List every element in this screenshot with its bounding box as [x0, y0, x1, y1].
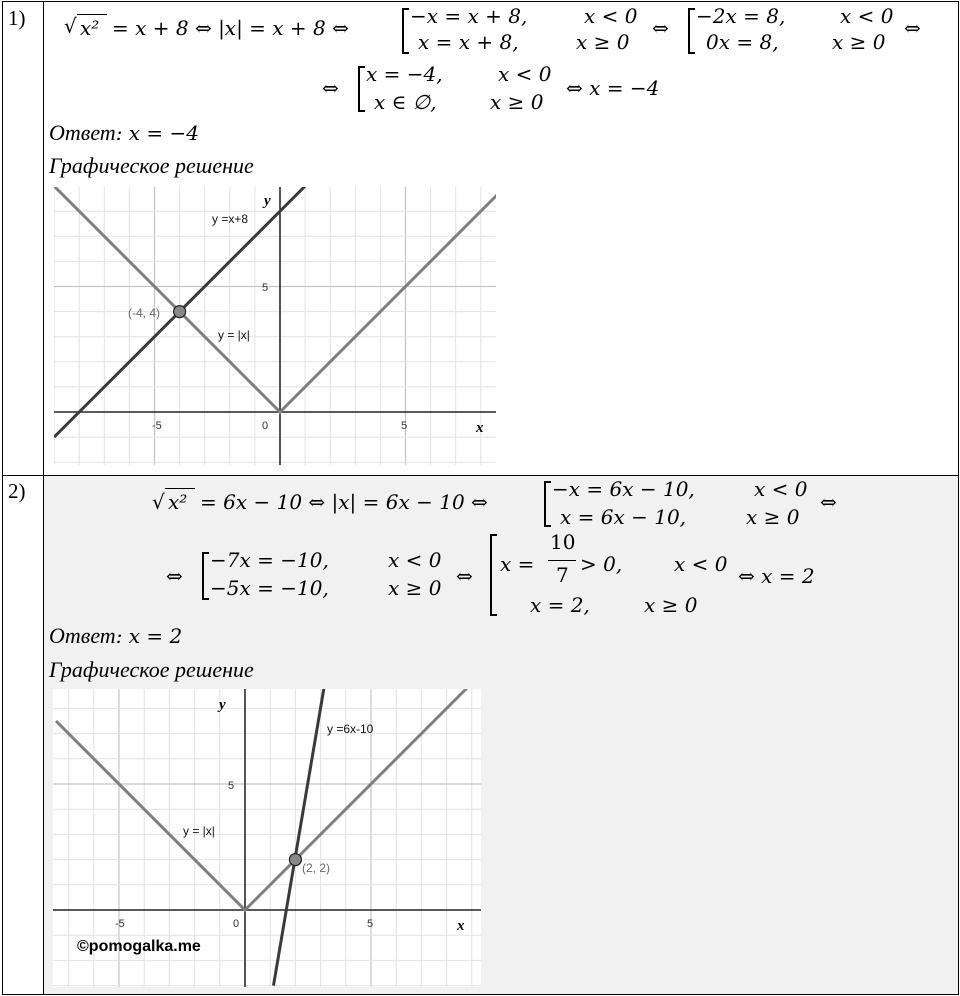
p2-answer	[49, 623, 182, 649]
p2-answer-value: : x = 2	[115, 624, 183, 648]
p2-sys3-row2-cond: x ≥ 0	[644, 593, 698, 617]
p2-frac-denominator: 7	[556, 563, 569, 587]
p1-iff-2: ⇔	[904, 16, 921, 40]
p1-sys3-row2-cond: x ≥ 0	[490, 90, 544, 114]
column-divider	[43, 2, 44, 994]
p1-intersection-point	[174, 306, 186, 318]
p1-sys2-row2-eq: 0x = 8,	[706, 30, 779, 54]
p1-graph-caption: Графическое решение	[49, 153, 254, 178]
p1-sys1-row1-cond: x < 0	[584, 4, 638, 28]
p1-iff-1: ⇔	[652, 16, 669, 40]
p1-series-label-line: y =x+8	[212, 212, 249, 226]
p2-tick-y-5: 5	[228, 780, 235, 792]
p1-sqrt-radicand: x²	[80, 16, 100, 40]
p1-tick-y-5: 5	[262, 282, 269, 294]
p1-tick-x-neg5: -5	[152, 420, 162, 432]
p2-sys2-row2-cond: x ≥ 0	[388, 576, 442, 600]
p1-sys2-row1-cond: x < 0	[840, 4, 894, 28]
p2-sqrt-sign: √	[152, 490, 165, 514]
p1-sys3-row2-eq: x ∈ ∅,	[374, 90, 437, 114]
p1-result: ⇔ x = −4	[566, 76, 660, 100]
p1-system-bracket-2	[688, 8, 695, 54]
p2-line1-part1: = 6x − 10 ⇔ |x| = 6x − 10 ⇔	[200, 490, 488, 514]
p1-answer-value: : x = −4	[115, 121, 200, 145]
p1-sys2-row2-cond: x ≥ 0	[832, 30, 886, 54]
p2-y-axis-label: y	[219, 697, 226, 713]
p2-sys2-row2-eq: −5x = −10,	[210, 576, 329, 600]
p1-graph	[54, 187, 496, 465]
p2-tick-x-5: 5	[367, 918, 374, 930]
p1-system-bracket-1	[402, 8, 409, 54]
problem-1-number: 1)	[8, 6, 26, 30]
p1-sys2-row1-eq: −2x = 8,	[696, 4, 786, 28]
p2-line2-iff: ⇔	[166, 564, 183, 588]
sqrt-sign: √	[64, 14, 77, 38]
p1-intersection-label: (-4, 4)	[128, 306, 161, 320]
p1-tick-origin: 0	[262, 420, 269, 432]
p2-sys2-row1-eq: −7x = −10,	[210, 548, 329, 572]
p2-sys1-row1-cond: x < 0	[754, 477, 808, 501]
p1-series-label-abs: y = |x|	[218, 328, 250, 342]
p2-intersection-point	[289, 854, 301, 866]
p1-y-axis-label: y	[264, 193, 271, 209]
p2-result: ⇔ x = 2	[738, 564, 815, 588]
p1-sys3-row1-eq: x = −4,	[366, 62, 443, 86]
p2-iff-1: ⇔	[820, 490, 837, 514]
p2-sys1-row2-eq: x = 6x − 10,	[560, 505, 687, 529]
p1-line1-part1: = x + 8 ⇔ |x| = x + 8 ⇔	[112, 16, 349, 40]
p2-tick-origin: 0	[233, 918, 240, 930]
p1-x-axis-label: x	[476, 420, 484, 436]
p2-series-label-abs: y = |x|	[183, 824, 215, 838]
p2-sys2-row1-cond: x < 0	[388, 548, 442, 572]
p2-sqrt-radicand: x²	[168, 490, 188, 514]
problem-2-number: 2)	[8, 479, 26, 503]
p2-system-bracket-3	[490, 534, 497, 616]
p1-sys1-row2-eq: x = x + 8,	[418, 30, 519, 54]
sqrt-bar	[77, 14, 107, 15]
p1-system-bracket-3	[358, 66, 365, 112]
watermark: ©pomogalka.me	[77, 938, 201, 955]
p1-answer-label: Ответ	[49, 120, 116, 145]
p1-graph-background	[54, 187, 496, 465]
p1-line2-iff: ⇔	[322, 76, 339, 100]
p2-series-label-line: y =6x-10	[327, 722, 374, 736]
p1-sys1-row2-cond: x ≥ 0	[576, 30, 630, 54]
p2-answer-label: Ответ	[49, 623, 116, 648]
p2-intersection-label: (2, 2)	[302, 861, 331, 875]
p2-sys1-row2-cond: x ≥ 0	[746, 505, 800, 529]
p1-sys3-row1-cond: x < 0	[498, 62, 552, 86]
p1-tick-x-5: 5	[401, 420, 408, 432]
p2-sys3-row1-post: > 0,	[580, 552, 623, 576]
p2-sys3-row1-pre: x =	[500, 552, 535, 576]
p2-tick-x-neg5: -5	[115, 918, 125, 930]
p2-system-bracket-2	[202, 552, 209, 600]
p2-sys3-row1-cond: x < 0	[674, 552, 728, 576]
p2-iff-2: ⇔	[456, 564, 473, 588]
row-divider	[3, 475, 958, 476]
p2-sys1-row1-eq: −x = 6x − 10,	[552, 477, 695, 501]
p2-sqrt-bar	[165, 488, 195, 489]
p1-answer	[49, 120, 199, 146]
p2-sys3-row2-eq: x = 2,	[530, 593, 590, 617]
p2-graph-caption: Графическое решение	[49, 657, 254, 682]
p2-frac-numerator: 10	[550, 530, 576, 554]
p2-frac-bar	[548, 560, 576, 561]
p1-sys1-row1-eq: −x = x + 8,	[410, 4, 528, 28]
p2-system-bracket-1	[544, 481, 551, 527]
p2-graph	[53, 689, 481, 987]
p2-x-axis-label: x	[457, 918, 465, 934]
